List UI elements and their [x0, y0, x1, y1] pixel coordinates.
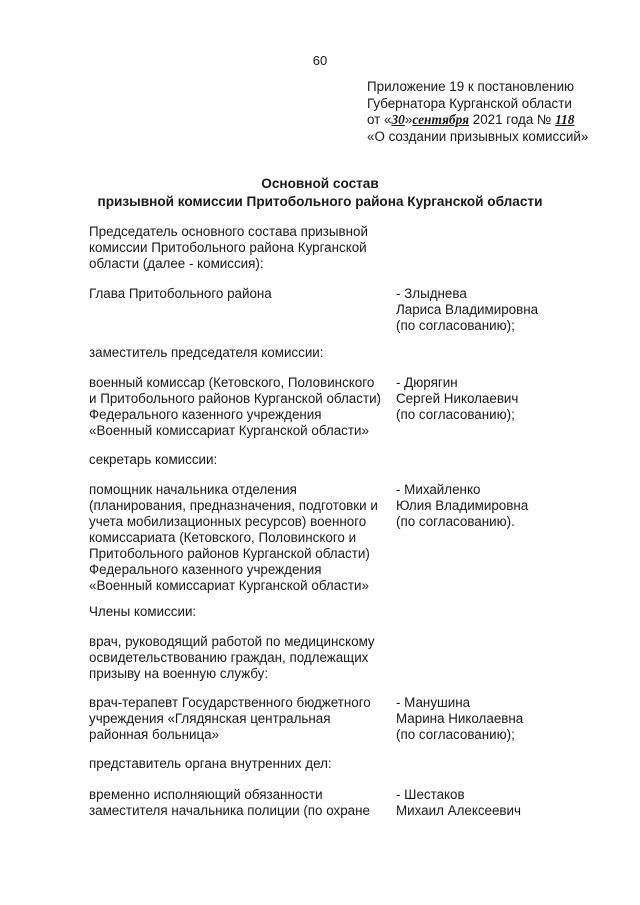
doctor-role-line: врач-терапевт Государственного бюджетного	[89, 695, 371, 710]
doctor-person-line: (по согласованию);	[396, 727, 515, 742]
chairman-role	[89, 286, 394, 302]
police-person	[396, 787, 626, 819]
date-quote: »	[404, 112, 413, 127]
chairman-role-line: Глава Притобольного района	[89, 286, 272, 301]
police-person-line: Михаил Алексеевич	[396, 803, 522, 818]
doctor-heading-line: призыву на военную службу:	[89, 666, 269, 681]
appendix-header	[367, 79, 588, 145]
date-year: 2021 года №	[469, 112, 556, 127]
doctor-heading-line: врач, руководящий работой по медицинскому	[89, 634, 375, 649]
deputy-role-line: «Военный комиссариат Курганской области»	[89, 423, 369, 438]
chairman-heading-line: комиссии Притобольного района Курганской	[89, 240, 367, 255]
title-line-1: Основной состав	[261, 176, 379, 191]
chairman-person	[396, 286, 626, 334]
deputy-person-line: - Дюрягин	[396, 375, 458, 390]
doctor-person-line: Марина Николаевна	[396, 711, 524, 726]
doctor-role	[89, 695, 394, 743]
deputy-heading-line: заместитель председателя комиссии:	[89, 345, 324, 360]
chairman-person-line: (по согласованию);	[396, 318, 515, 333]
secretary-role-line: помощник начальника отделения	[89, 482, 297, 497]
deputy-role-line: и Притобольного районов Курганской области)	[89, 391, 382, 406]
deputy-role-line: военный комиссар (Кетовского, Половинского	[89, 375, 375, 390]
police-role-line: заместителя начальника полиции (по охране	[89, 803, 370, 818]
doctor-role-line: учреждения «Глядянская центральная	[89, 711, 331, 726]
title-line-2: призывной комиссии Притобольного района Курганской области	[97, 194, 543, 209]
deputy-person	[396, 375, 626, 423]
secretary-role-line: Федерального казенного учреждения	[89, 562, 322, 577]
deputy-role	[89, 375, 394, 439]
members-heading-line: Члены комиссии:	[89, 604, 197, 619]
doctor-heading-line: освидетельствованию граждан, подлежащих	[89, 650, 369, 665]
deputy-person-line: Сергей Николаевич	[396, 391, 519, 406]
secretary-role-line: (планирования, предназначения, подготовки и	[89, 498, 378, 513]
secretary-role-line: комиссариата (Кетовского, Половинского и	[89, 530, 357, 545]
handwritten-month: сентября	[412, 112, 470, 127]
secretary-person-line: - Михайленко	[396, 482, 481, 497]
secretary-role	[89, 482, 394, 594]
appendix-date-line	[367, 112, 588, 129]
chairman-heading-line: области (далее - комиссия):	[89, 256, 264, 271]
chairman-person-line: Лариса Владимировна	[396, 302, 539, 317]
police-role	[89, 787, 394, 819]
police-role-line: временно исполняющий обязанности	[89, 787, 323, 802]
appendix-line-1: Приложение 19 к постановлению	[367, 79, 575, 94]
chairman-heading	[89, 224, 394, 272]
secretary-role-line: «Военный комиссариат Курганской области»	[89, 578, 369, 593]
handwritten-day: 30	[391, 112, 405, 127]
handwritten-number: 118	[555, 112, 575, 127]
police-heading	[89, 756, 394, 772]
doctor-role-line: районная больница»	[89, 727, 220, 742]
police-person-line: - Шестаков	[396, 787, 465, 802]
secretary-person	[396, 482, 626, 530]
doctor-person	[396, 695, 626, 743]
deputy-role-line: Федерального казенного учреждения	[89, 407, 322, 422]
secretary-role-line: учета мобилизационных ресурсов) военного	[89, 514, 367, 529]
date-prefix: от «	[367, 112, 392, 127]
chairman-person-line: - Злыднева	[396, 286, 467, 301]
secretary-person-line: (по согласованию).	[396, 514, 515, 529]
chairman-heading-line: Председатель основного состава призывной	[89, 224, 368, 239]
page-number: 60	[312, 53, 328, 68]
secretary-heading-line: секретарь комиссии:	[89, 452, 218, 467]
secretary-person-line: Юлия Владимировна	[396, 498, 529, 513]
members-heading	[89, 604, 394, 620]
appendix-line-4: «О создании призывных комиссий»	[367, 128, 589, 144]
secretary-heading	[89, 452, 394, 468]
deputy-person-line: (по согласованию);	[396, 407, 515, 422]
doctor-person-line: - Манушина	[396, 695, 471, 710]
appendix-line-2: Губернатора Курганской области	[367, 95, 572, 111]
police-heading-line: представитель органа внутренних дел:	[89, 756, 332, 771]
deputy-heading	[89, 345, 394, 361]
doctor-heading	[89, 634, 394, 682]
document-title	[0, 175, 640, 211]
secretary-role-line: Притобольного районов Курганской области)	[89, 546, 370, 561]
